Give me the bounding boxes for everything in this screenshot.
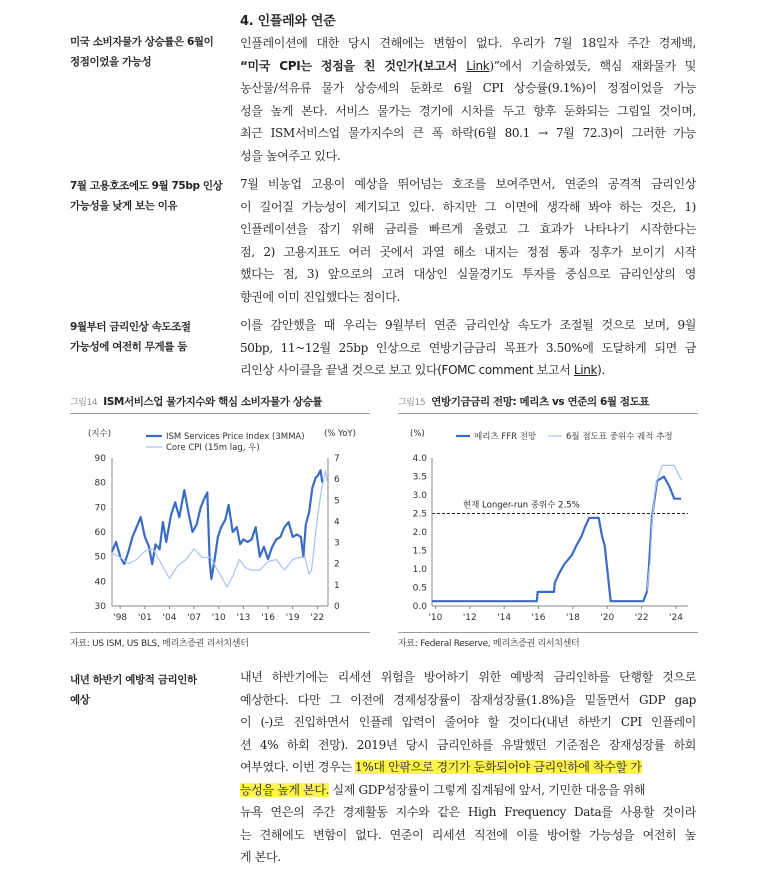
paragraph-line: 게 본다. <box>240 850 281 864</box>
x-tick-label: '20 <box>600 613 615 623</box>
side-heading-rate-pace <box>70 317 225 357</box>
y-right-tick-label: 7 <box>334 454 340 464</box>
figure-14-source: 자료: US ISM, US BLS, 메리츠증권 리서치센터 <box>70 639 249 649</box>
x-tick-label: '14 <box>497 613 512 623</box>
y-tick-label: 2.0 <box>412 528 427 538</box>
y-right-tick-label: 0 <box>334 602 340 612</box>
x-tick-label: '16 <box>261 613 276 623</box>
y-right-tick-label: 2 <box>334 559 340 570</box>
figure-15-title <box>398 393 698 411</box>
paragraph-line: 50bp, 11~12월 25bp 인상으로 연방기금금리 목표가 3.50%에 도달하게 되면 금 <box>240 340 696 355</box>
y-left-tick-label: 50 <box>94 552 106 563</box>
paragraph-line: 인플레이션을 잡기 위해 금리를 빠르게 올렸고 그 효과가 나타나기 시작한다는 <box>240 222 696 236</box>
paragraph-line: 예상한다. 다만 그 이전에 경제성장률이 잠재성장률(1.8%)을 밑돌면서 GDP gap <box>240 692 696 707</box>
figure-14-title <box>70 393 370 411</box>
x-tick-label: '18 <box>565 613 580 623</box>
paragraph-employment <box>240 173 696 308</box>
y-right-tick-label: 5 <box>334 496 340 507</box>
side-heading-line: 7월 고용호조에도 9월 75bp 인상 <box>70 180 223 192</box>
y-left-tick-label: 70 <box>94 503 106 514</box>
paragraph-line: 는 견해에도 변함이 없다. 연준이 리세션 직전에 이를 방어할 가능성을 여전히 높 <box>240 827 696 842</box>
paragraph-line: 션 4% 하회 전망). 2019년 당시 금리인하를 유발했던 기준점은 잠재성장률 하회 <box>240 737 696 752</box>
y-left-tick-label: 40 <box>94 577 106 588</box>
paragraph-line: 7월 비농업 고용이 예상을 뛰어넘는 호조를 보여주면서, 연준의 공격적 금리인상 <box>240 177 696 191</box>
figure-number: 그림14 <box>70 398 98 408</box>
y-right-tick-label: 4 <box>334 517 340 528</box>
paragraph-line: 이를 감안했을 때 우리는 9월부터 연준 금리인상 속도가 조절될 것으로 보며, 9월 <box>240 318 696 332</box>
paragraph-line: 성을 높여주고 있다. <box>240 148 341 163</box>
y-tick-label: 4.0 <box>412 454 427 464</box>
paragraph-line <box>240 359 696 382</box>
fomc-ref-open: (FOMC comment 보고서 <box>437 363 574 377</box>
figure-15-top-rule <box>398 413 698 414</box>
legend-label-ism: ISM Services Price Index (3MMA) <box>166 432 305 442</box>
side-heading-line: 9월부터 금리인상 속도조절 <box>70 321 191 333</box>
x-tick-label: '04 <box>162 613 177 623</box>
side-heading-line: 가능성을 낮게 보는 이유 <box>70 200 178 212</box>
paragraph-line: 내년 하반기에는 리세션 위험을 방어하기 위한 예방적 금리인하를 단행할 것으로 <box>240 670 696 684</box>
y-unit-label: (%) <box>410 429 425 439</box>
side-heading-line: 정점이었을 가능성 <box>70 56 152 68</box>
x-tick-label: '22 <box>310 613 325 623</box>
paragraph-line <box>240 779 696 802</box>
paragraph-line: 했다는 점, 3) 앞으로의 고려 대상인 실물경기도 투자를 중심으로 금리인상의 영 <box>240 267 696 281</box>
paragraph-line: 향권에 이미 진입했다는 점이다. <box>240 289 401 304</box>
x-tick-label: '22 <box>634 613 649 623</box>
paragraph-line: 성을 높게 본다. 서비스 물가는 경기에 시차를 두고 향후 둔화되는 그림일 것이며, <box>240 103 696 118</box>
report-link[interactable]: Link <box>466 58 490 73</box>
side-heading-line: 내년 하반기 예방적 금리인하 <box>70 674 197 686</box>
figure-14-bottom-rule <box>70 632 370 633</box>
figure-14-chart <box>70 418 370 626</box>
y-tick-label: 2.5 <box>412 509 427 520</box>
y-tick-label: 0.0 <box>412 602 427 612</box>
y-tick-label: 0.5 <box>412 583 427 594</box>
y-left-unit-label: (지수) <box>88 429 112 439</box>
x-tick-label: '01 <box>137 613 152 623</box>
paragraph-rate-cut <box>240 666 696 869</box>
paragraph-line <box>240 55 696 78</box>
y-left-tick-label: 90 <box>94 454 106 464</box>
paragraph-line: 인플레이션에 대한 당시 견해에는 변함이 없다. 우리가 7월 18일자 주간 경제백, <box>240 36 696 50</box>
x-tick-label: '10 <box>428 613 443 623</box>
paragraph-line: 점, 2) 고용지표도 여러 곳에서 과열 해소 내지는 정점 통과 징후가 보이기 시작 <box>240 244 696 259</box>
figure-15-chart <box>398 418 698 626</box>
figure-15-bottom-rule <box>398 632 698 633</box>
legend-label-core-cpi: Core CPI (15m lag, 우) <box>166 443 260 453</box>
x-tick-label: '12 <box>462 613 477 623</box>
paragraph-line: 이 길어질 가능성이 제기되고 있다. 하지만 그 이면에 생각해 봐야 하는 것은, 1) <box>240 199 696 214</box>
report-title-quote-open: “ <box>240 58 248 73</box>
legend-label-meritz: 메리츠 FFR 전망 <box>474 432 537 442</box>
side-heading-line: 예상 <box>70 694 90 706</box>
paragraph-line <box>240 756 696 779</box>
longer-run-annotation: 현재 Longer-run 중위수 2.5% <box>462 500 580 511</box>
paragraph-text: 실제 GDP성장률이 그렇게 집계됨에 앞서, 기민한 대응을 위해 <box>329 782 646 797</box>
x-tick-label: '13 <box>236 613 251 623</box>
x-tick-label: '24 <box>669 613 683 623</box>
fomc-report-link[interactable]: Link <box>573 363 598 377</box>
x-tick-label: '98 <box>113 613 128 623</box>
paragraph-line: 최근 ISM서비스업 물가지수의 큰 폭 하락(6월 80.1 → 7월 72.3)이 그러한 가능 <box>240 126 696 140</box>
report-title: 미국 CPI는 정점을 친 것인가(보고서 <box>247 58 467 73</box>
fomc-ref-close: ). <box>597 363 605 377</box>
figure-15-source: 자료: Federal Reserve, 메리츠증권 리서치센터 <box>398 639 580 649</box>
y-tick-label: 3.0 <box>412 491 427 501</box>
y-left-tick-label: 80 <box>94 478 106 489</box>
figure-title-text: ISM서비스업 물가지수와 핵심 소비자물가 상승률 <box>103 396 323 408</box>
legend-label-dot-plot: 6월 점도표 중위수 궤적 추정 <box>566 432 673 442</box>
meritz-ffr-line <box>432 477 681 602</box>
x-tick-label: '16 <box>531 613 546 623</box>
y-tick-label: 1.0 <box>412 565 427 575</box>
section-title: 4. 인플레와 연준 <box>240 14 336 29</box>
paragraph-cpi-peak <box>240 32 696 167</box>
y-tick-label: 3.5 <box>412 472 427 483</box>
y-left-tick-label: 30 <box>94 602 106 612</box>
y-right-tick-label: 6 <box>334 475 340 486</box>
paragraph-line: 뉴욕 연은의 주간 경제활동 지수와 같은 High Frequency Data를 사용할 것이라 <box>240 805 696 819</box>
side-heading-rate-cut <box>70 670 225 710</box>
highlighted-text: 1%대 안팎으로 경기가 둔화되어야 금리인하에 착수할 가 <box>355 760 642 774</box>
y-right-tick-label: 3 <box>334 538 340 549</box>
fed-dot-plot-line <box>647 465 682 591</box>
y-right-unit-label: (% YoY) <box>324 429 356 439</box>
y-right-tick-label: 1 <box>334 580 340 591</box>
highlighted-text: 능성을 높게 본다. <box>240 782 330 797</box>
x-tick-label: '07 <box>187 613 202 623</box>
side-heading-employment <box>70 176 225 216</box>
paragraph-line: 농산물/석유류 물가 상승세의 둔화로 6월 CPI 상승률(9.1%)이 정점이었을 가능 <box>240 81 696 95</box>
figure-14-top-rule <box>70 413 370 414</box>
paragraph-text: 리인상 사이클을 끝낼 것으로 보고 있다 <box>240 363 438 377</box>
figure-title-text: 연방기금금리 전망: 메리츠 vs 연준의 6월 점도표 <box>431 396 650 408</box>
y-left-tick-label: 60 <box>94 528 106 538</box>
side-heading-cpi-peak <box>70 32 225 72</box>
paragraph-text: 여부였다. 이번 경우는 <box>240 760 356 774</box>
report-title-rest: )”에서 기술하였듯, 핵심 재화물가 및 <box>489 58 696 73</box>
side-heading-line: 가능성에 여전히 무게를 둠 <box>70 341 187 353</box>
side-heading-line: 미국 소비자물가 상승률은 6월이 <box>70 36 214 48</box>
x-tick-label: '19 <box>285 613 300 623</box>
figure-number: 그림15 <box>398 398 426 408</box>
paragraph-line: 이 (-)로 진입하면서 인플레 압력이 줄어야 할 것이다(내년 하반기 CPI 인플레이 <box>240 715 696 729</box>
paragraph-rate-pace <box>240 314 696 382</box>
x-tick-label: '10 <box>211 613 226 623</box>
y-tick-label: 1.5 <box>412 546 427 557</box>
